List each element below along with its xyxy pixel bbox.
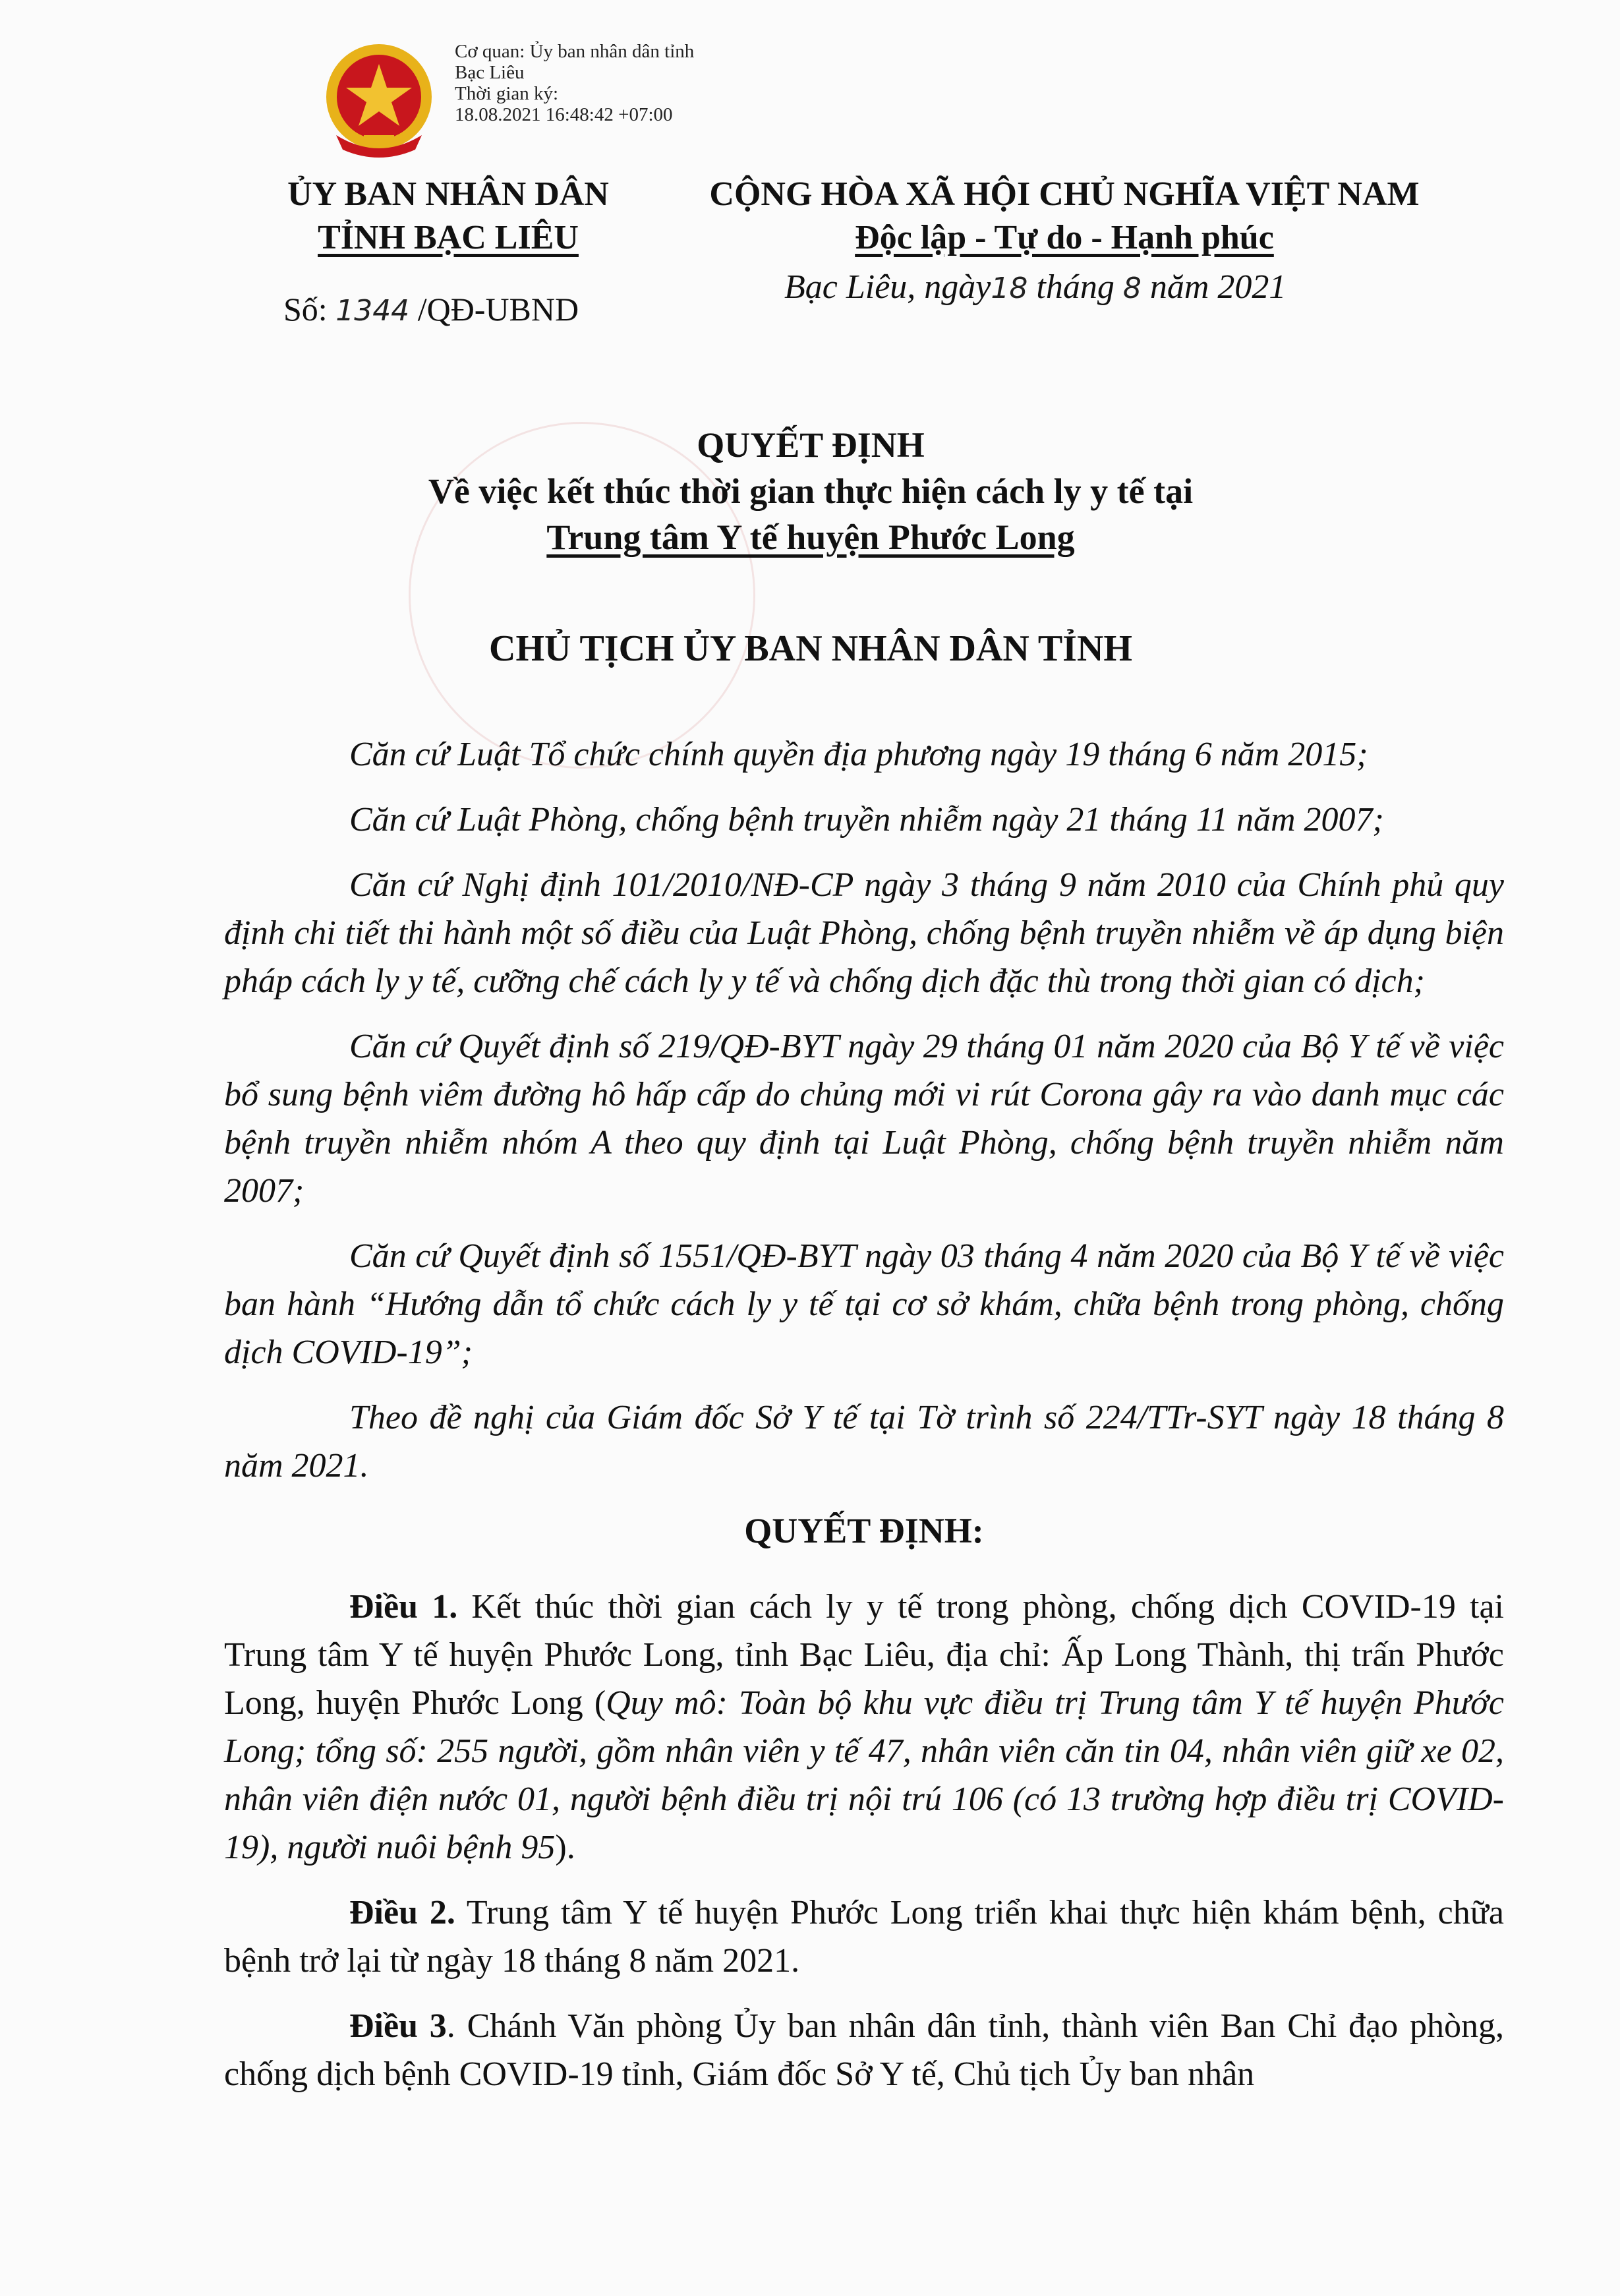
republic-line-2: Độc lập - Tự do - Hạnh phúc: [855, 219, 1274, 256]
digital-signature-info: [455, 41, 705, 125]
signature-time-label: Thời gian ký:: [455, 83, 559, 104]
legal-basis: Căn cứ Quyết định số 219/QĐ-BYT ngày 29 tháng 01 năm 2020 của Bộ Y tế về việc bổ sung bệnh viêm đường hô hấp cấp do chủng mới vi rút Corona gây ra vào danh mục các bệnh truyền nhiễm nhóm A theo quy định tại Luật Phòng, chống bệnh truyền nhiễm năm 2007;: [224, 1028, 1504, 1210]
legal-basis: Căn cứ Luật Phòng, chống bệnh truyền nhiễm ngày 21 tháng 11 năm 2007;: [349, 801, 1384, 839]
title-line-2: Về việc kết thúc thời gian thực hiện cách ly y tế tại: [428, 471, 1194, 511]
article-1: [224, 1583, 1504, 1871]
number-prefix: Số:: [283, 291, 336, 328]
month-label: tháng: [1027, 268, 1123, 306]
legal-basis: Căn cứ Luật Tổ chức chính quyền địa phương ngày 19 tháng 6 năm 2015;: [349, 736, 1368, 773]
republic-line-1: CỘNG HÒA XÃ HỘI CHỦ NGHĨA VIỆT NAM: [709, 175, 1420, 213]
place-and-date: [784, 268, 1286, 307]
month-handwritten: 8: [1122, 272, 1142, 305]
title-line-3: Trung tâm Y tế huyện Phước Long: [546, 517, 1075, 557]
article-1-tail: ).: [555, 1829, 575, 1866]
article-2-label: Điều 2.: [349, 1894, 455, 1931]
legal-basis: Căn cứ Quyết định số 1551/QĐ-BYT ngày 03 tháng 4 năm 2020 của Bộ Y tế về việc ban hành “Hướng dẫn tổ chức cách ly y tế tại cơ sở khám, chữa bệnh trong phòng, chống dịch COVID-19”;: [224, 1237, 1504, 1371]
national-motto: [679, 173, 1450, 260]
document-body: [224, 730, 1504, 2115]
agency-line-2: TỈNH BẠC LIÊU: [318, 219, 579, 256]
decision-heading: QUYẾT ĐỊNH:: [744, 1511, 984, 1550]
legal-basis: Căn cứ Nghị định 101/2010/NĐ-CP ngày 3 tháng 9 năm 2010 của Chính phủ quy định chi tiết thi hành một số điều của Luật Phòng, chống bệnh truyền nhiễm về áp dụng biện pháp cách ly y tế, cưỡng chế cách ly y tế và chống dịch đặc thù trong thời gian có dịch;: [224, 866, 1504, 1000]
issuing-authority: CHỦ TỊCH ỦY BAN NHÂN DÂN TỈNH: [489, 628, 1132, 669]
year-text: năm 2021: [1141, 268, 1287, 306]
article-2-text: Trung tâm Y tế huyện Phước Long triển khai thực hiện khám bệnh, chữa bệnh trở lại từ ngày 18 tháng 8 năm 2021.: [224, 1894, 1505, 1980]
place-prefix: Bạc Liêu, ngày: [784, 268, 991, 306]
signature-agency: Cơ quan: Ủy ban nhân dân tỉnh Bạc Liêu: [455, 41, 695, 83]
number-suffix: /QĐ-UBND: [409, 291, 579, 328]
issuing-agency: [257, 173, 639, 260]
article-1-text: Kết thúc thời gian cách ly y tế trong phòng, chống dịch COVID-19 tại Trung tâm Y tế huyện Phước Long, tỉnh Bạc Liêu, địa chỉ: Ấp Long Thành, thị trấn Phước Long, huyện Phước Long (: [224, 1588, 1505, 1722]
article-3-text: . Chánh Văn phòng Ủy ban nhân dân tỉnh, thành viên Ban Chỉ đạo phòng, chống dịch bệnh COVID-19 tỉnh, Giám đốc Sở Y tế, Chủ tịch Ủy ban nhân: [224, 2007, 1504, 2093]
article-2: [224, 1889, 1504, 1985]
number-handwritten: 1344: [335, 294, 410, 328]
document-number: [283, 290, 579, 328]
legal-basis: Theo đề nghị của Giám đốc Sở Y tế tại Tờ trình số 224/TTr-SYT ngày 18 tháng 8 năm 2021.: [224, 1399, 1504, 1485]
article-1-label: Điều 1.: [349, 1588, 458, 1626]
title-line-1: QUYẾT ĐỊNH: [697, 425, 925, 465]
national-emblem-icon: [323, 36, 435, 162]
signature-time-value: 18.08.2021 16:48:42 +07:00: [455, 104, 673, 125]
document-title: [198, 422, 1424, 560]
day-handwritten: 18: [991, 272, 1028, 305]
article-3: [224, 2002, 1504, 2098]
article-3-label: Điều 3: [349, 2007, 447, 2045]
article-1-scope: Quy mô: Toàn bộ khu vực điều trị Trung tâm Y tế huyện Phước Long; tổng số: 255 người, gồm nhân viên y tế 47, nhân viên căn tin 04, nhân viên giữ xe 02, nhân viên điện nước 01, người bệnh điều trị nội trú 106 (có 13 trường hợp điều trị COVID-19), người nuôi bệnh 95: [224, 1684, 1505, 1866]
agency-line-1: ỦY BAN NHÂN DÂN: [287, 175, 609, 213]
